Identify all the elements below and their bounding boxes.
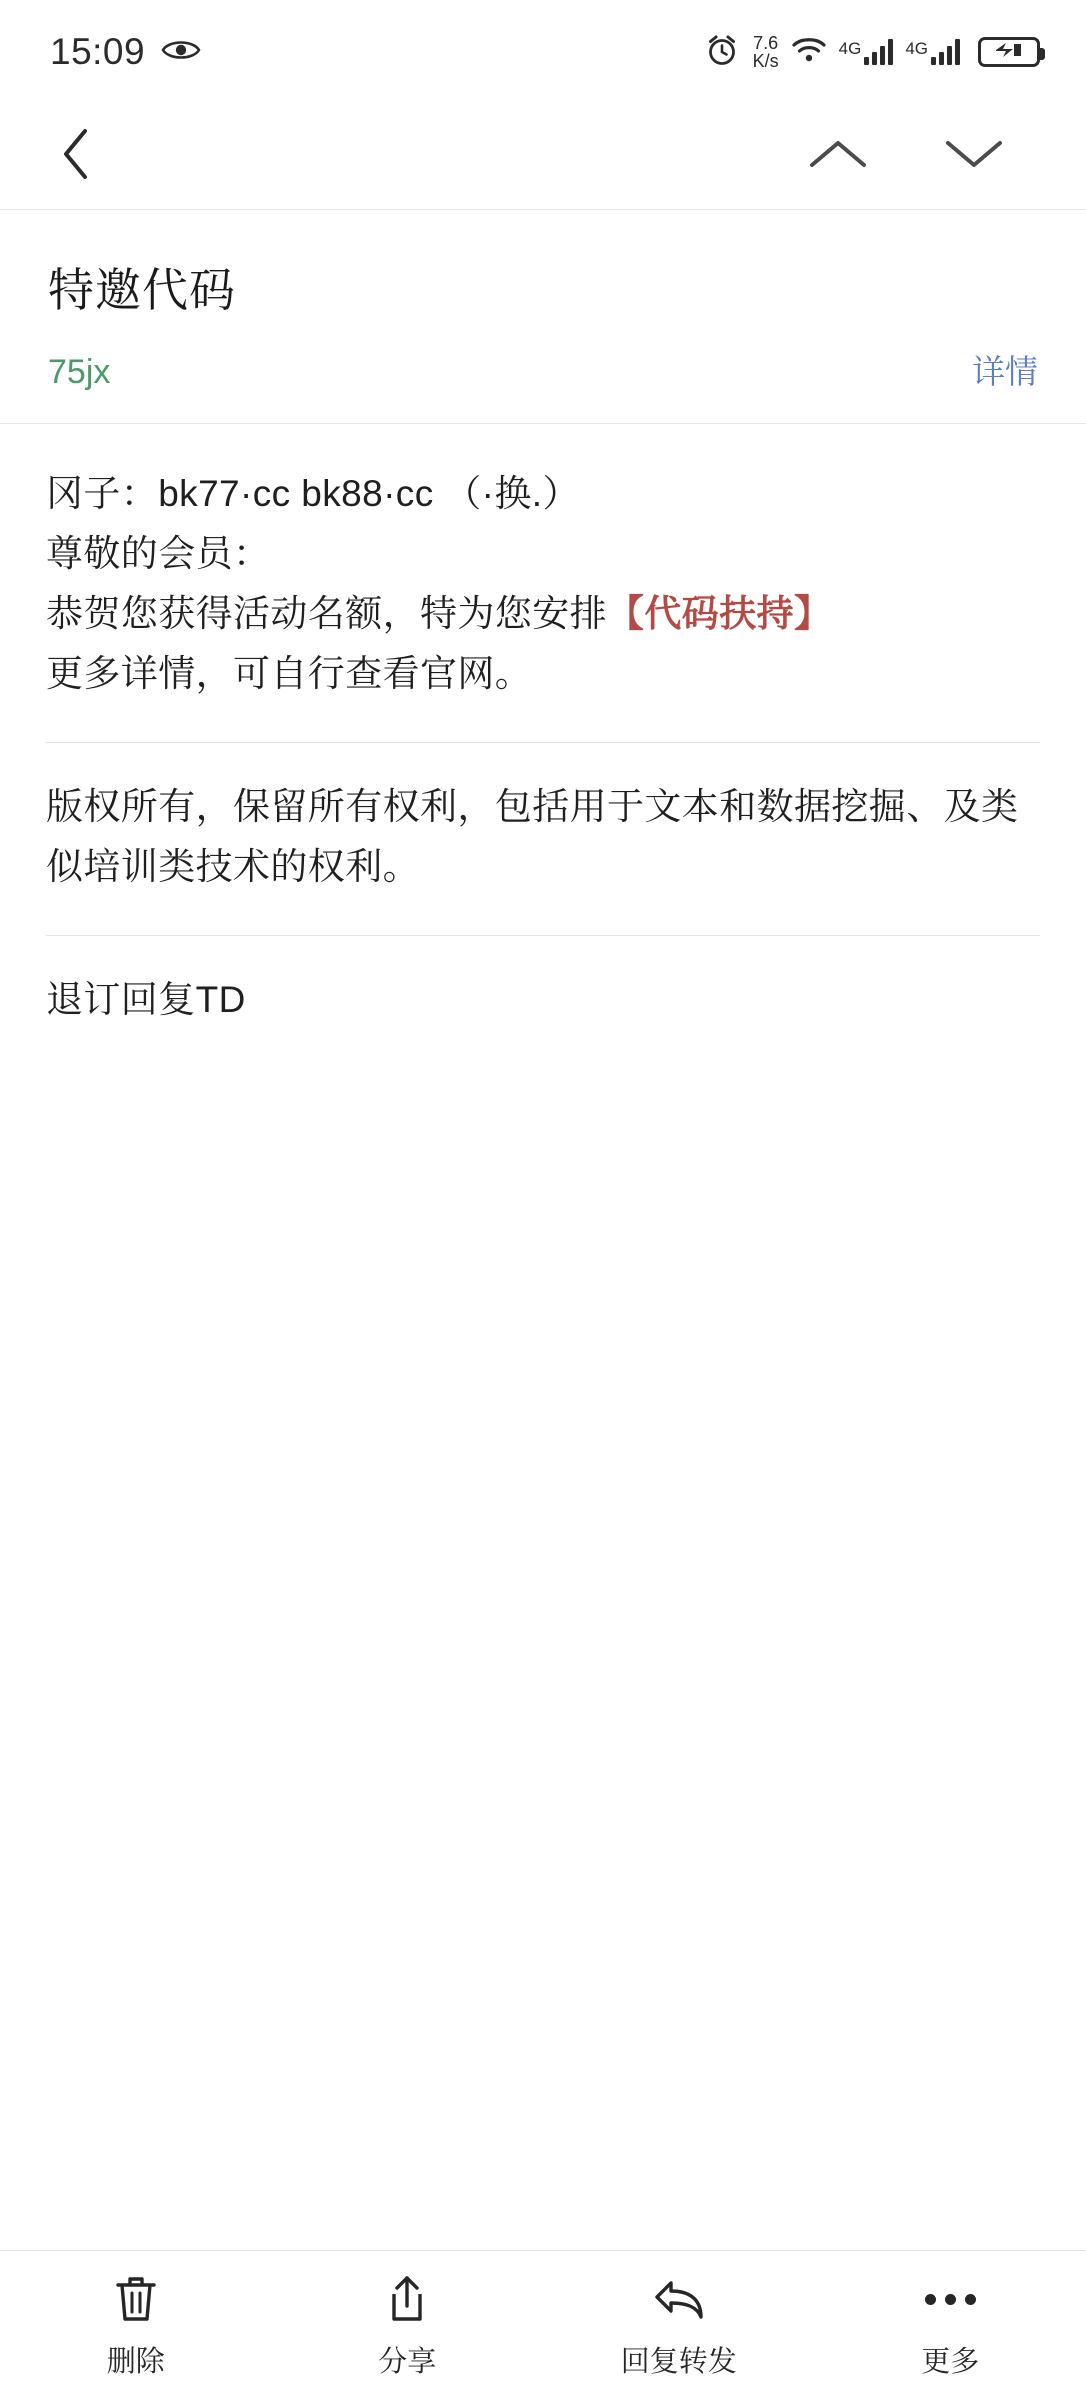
chevron-left-icon [59, 126, 93, 187]
message-sender: 75jx [48, 353, 111, 391]
alarm-clock-icon [705, 33, 739, 72]
status-time: 15:09 [50, 31, 146, 72]
divider-bottom [46, 935, 1040, 936]
network-speed-value: 7.6 [753, 32, 779, 53]
battery-charging-icon [978, 37, 1040, 67]
message-body [0, 424, 1086, 1030]
reply-forward-button[interactable] [543, 2271, 815, 2380]
bottom-toolbar [0, 2250, 1086, 2400]
sim2-bars [931, 39, 960, 65]
share-button[interactable] [272, 2271, 544, 2380]
eye-icon [161, 37, 201, 68]
detail-link[interactable]: 详情 [972, 353, 1038, 390]
wifi-icon [791, 36, 827, 69]
copyright-text: 版权所有，保留所有权利，包括用于文本和数据挖掘、及类似培训类技术的权利。 [46, 785, 1019, 887]
status-bar-right [705, 33, 1040, 72]
more-dots-icon [925, 2271, 976, 2327]
network-speed-unit: K/s [752, 51, 779, 71]
status-bar-left [50, 31, 201, 73]
share-icon [384, 2271, 430, 2327]
chevron-up-icon [807, 136, 869, 177]
more-button[interactable] [815, 2271, 1086, 2380]
message-line-domains: 冈子：bk77·cc bk88·cc （·换.） [46, 473, 580, 514]
status-bar [0, 0, 1086, 104]
message-line-more-info: 更多详情，可自行查看官网。 [46, 652, 533, 694]
sim2-label: 4G [905, 39, 928, 58]
message-header [0, 210, 1086, 424]
promo-highlight: 【代码扶持】 [607, 592, 832, 634]
nav-bar [0, 104, 1086, 210]
chevron-down-icon [943, 136, 1005, 177]
message-line-promo [46, 584, 1040, 644]
reply-icon [651, 2271, 707, 2327]
unsubscribe-text: 退订回复TD [46, 978, 246, 1020]
delete-button[interactable] [0, 2271, 272, 2380]
message-sender-row [48, 346, 1038, 393]
more-label: 更多 [921, 2346, 980, 2378]
reply-forward-label: 回复转发 [620, 2346, 737, 2378]
sim2-signal [905, 39, 960, 65]
network-speed [753, 34, 779, 71]
sim1-label: 4G [838, 39, 862, 58]
sim1-bars [864, 39, 893, 65]
divider-top [46, 742, 1040, 743]
back-button[interactable] [40, 121, 112, 193]
message-line-greeting: 尊敬的会员： [46, 532, 271, 574]
next-message-button[interactable] [922, 117, 1026, 197]
trash-icon [113, 2271, 159, 2327]
share-label: 分享 [378, 2346, 437, 2378]
page-title: 特邀代码 [48, 264, 236, 316]
sim1-signal [839, 39, 894, 65]
previous-message-button[interactable] [786, 117, 890, 197]
delete-label: 删除 [106, 2346, 165, 2378]
promo-prefix: 恭贺您获得活动名额，特为您安排 [46, 592, 607, 634]
